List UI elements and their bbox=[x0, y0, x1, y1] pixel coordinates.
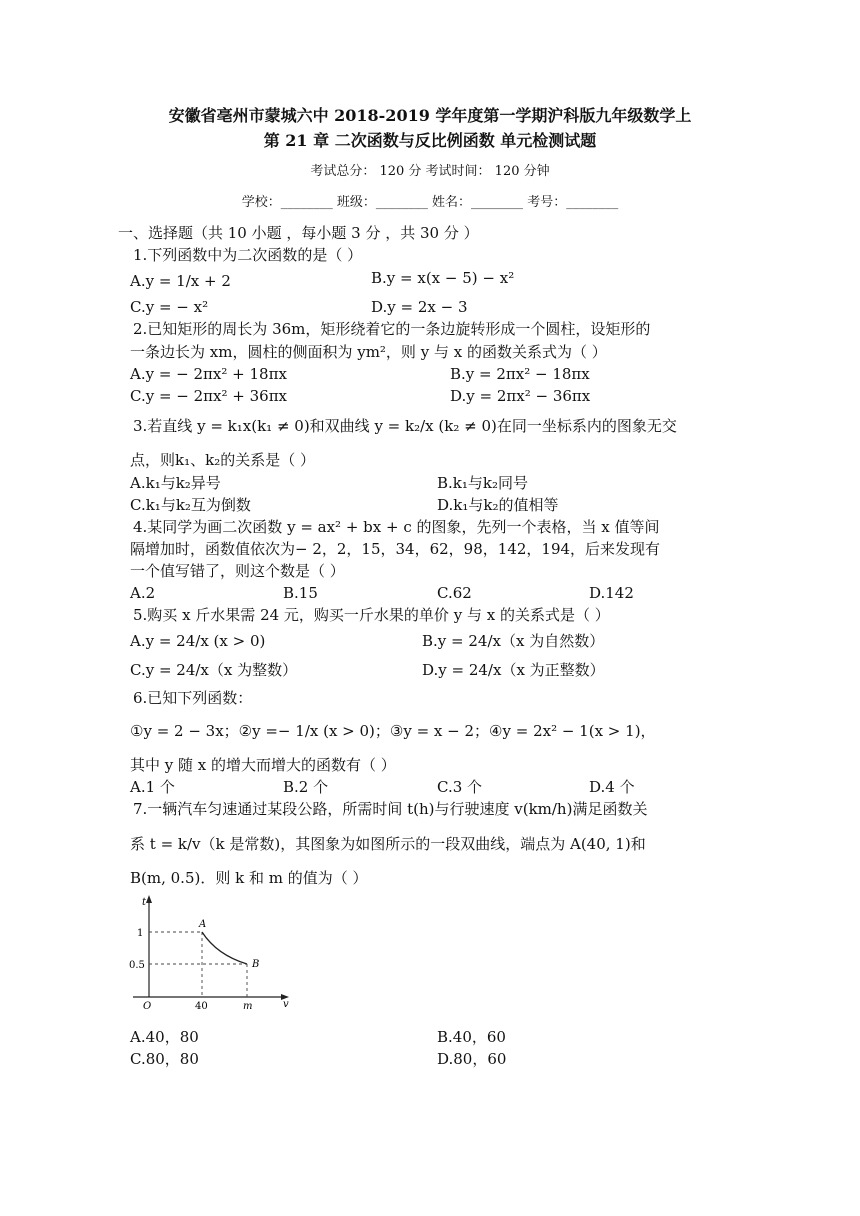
question-4-stem-line2: 隔增加时，函数值依次为− 2，2，15，34，62，98，142，194，后来发现有 bbox=[130, 540, 661, 558]
question-1-option-d: D.y = 2x − 3 bbox=[371, 298, 468, 316]
question-4-option-a: A.2 bbox=[130, 584, 156, 602]
exam-title-line2: 第 21 章 二次函数与反比例函数 单元检测试题 bbox=[263, 131, 597, 150]
question-2-option-b: B.y = 2πx² − 18πx bbox=[450, 365, 590, 383]
point-label-a: A bbox=[199, 919, 207, 930]
question-7-option-d: D.80，60 bbox=[437, 1050, 507, 1068]
question-4-option-b: B.15 bbox=[283, 584, 318, 602]
question-4-stem-line1: 4.某同学为画二次函数 y = ax² + bx + c 的图象，先列一个表格，当 x 值等间 bbox=[133, 518, 660, 536]
question-1-option-a: A.y = 1/x + 2 bbox=[130, 272, 231, 290]
question-7-option-a: A.40，80 bbox=[130, 1028, 199, 1046]
tick-label-m: m bbox=[243, 1001, 253, 1011]
question-1-option-b: B.y = x(x − 5) − x² bbox=[371, 269, 515, 287]
question-5-option-d: D.y = 24/x（x 为正整数） bbox=[422, 661, 605, 679]
axis-label-t: t bbox=[142, 897, 147, 908]
question-6-stem-line2: ①y = 2 − 3x；②y =− 1/x (x > 0)；③y = x − 2；④y = 2x² − 1(x > 1)， bbox=[130, 722, 656, 740]
question-5-option-a: A.y = 24/x (x > 0) bbox=[130, 632, 266, 650]
question-6-option-a: A.1 个 bbox=[130, 778, 175, 796]
question-6-stem-line3: 其中 y 随 x 的增大而增大的函数有（ ） bbox=[130, 756, 396, 774]
question-4-option-c: C.62 bbox=[437, 584, 472, 602]
axis-label-v: v bbox=[283, 999, 289, 1010]
question-5-stem: 5.购买 x 斤水果需 24 元，购买一斤水果的单价 y 与 x 的关系式是（ ） bbox=[133, 606, 610, 624]
hyperbola-curve bbox=[202, 932, 247, 964]
question-4-option-d: D.142 bbox=[589, 584, 634, 602]
question-7-stem-line2: 系 t = k/v（k 是常数)，其图象为如图所示的一段双曲线，端点为 A(40, 1)和 bbox=[130, 835, 646, 853]
student-info: 学校：________ 班级：________ 姓名：________ 考号：________ bbox=[241, 195, 619, 210]
exam-title-line1: 安徽省亳州市蒙城六中 2018-2019 学年度第一学期沪科版九年级数学上 bbox=[168, 106, 692, 125]
question-3-option-b: B.k₁与k₂同号 bbox=[437, 474, 528, 492]
question-1-stem: 1.下列函数中为二次函数的是（ ） bbox=[133, 246, 363, 264]
question-4-stem-line3: 一个值写错了，则这个数是（ ） bbox=[130, 562, 345, 580]
question-6-option-c: C.3 个 bbox=[437, 778, 483, 796]
question-6-option-b: B.2 个 bbox=[283, 778, 329, 796]
tick-label-40: 40 bbox=[195, 1001, 208, 1011]
question-7-option-b: B.40，60 bbox=[437, 1028, 506, 1046]
question-6-stem-line1: 6.已知下列函数： bbox=[133, 689, 253, 707]
tick-label-1: 1 bbox=[137, 928, 144, 939]
question-7-stem-line3: B(m, 0.5)．则 k 和 m 的值为（ ） bbox=[130, 869, 368, 887]
question-7-stem-line1: 7.一辆汽车匀速通过某段公路，所需时间 t(h)与行驶速度 v(km/h)满足函数关 bbox=[133, 800, 648, 818]
question-7-figure bbox=[125, 893, 300, 1011]
question-2-stem-line1: 2.已知矩形的周长为 36m，矩形绕着它的一条边旋转形成一个圆柱，设矩形的 bbox=[133, 320, 651, 338]
point-label-b: B bbox=[252, 959, 260, 970]
question-6-option-d: D.4 个 bbox=[589, 778, 635, 796]
tick-label-05: 0.5 bbox=[129, 960, 145, 971]
question-2-stem-line2: 一条边长为 xm，圆柱的侧面积为 ym²，则 y 与 x 的函数关系式为（ ） bbox=[130, 343, 607, 361]
origin-label: O bbox=[143, 1001, 152, 1011]
t-axis-arrow-icon bbox=[146, 895, 152, 903]
question-2-option-c: C.y = − 2πx² + 36πx bbox=[130, 387, 288, 405]
question-5-option-c: C.y = 24/x（x 为整数） bbox=[130, 661, 298, 679]
question-3-option-c: C.k₁与k₂互为倒数 bbox=[130, 496, 251, 514]
question-3-option-a: A.k₁与k₂异号 bbox=[130, 474, 221, 492]
question-2-option-a: A.y = − 2πx² + 18πx bbox=[130, 365, 287, 383]
question-3-stem-line1: 3.若直线 y = k₁x(k₁ ≠ 0)和双曲线 y = k₂/x (k₂ ≠ 0)在同一坐标系内的图象无交 bbox=[133, 417, 677, 435]
section-heading: 一、选择题（共 10 小题 ，每小题 3 分 ，共 30 分 ） bbox=[118, 224, 479, 242]
question-3-option-d: D.k₁与k₂的值相等 bbox=[437, 496, 559, 514]
question-5-option-b: B.y = 24/x（x 为自然数） bbox=[422, 632, 605, 650]
question-7-option-c: C.80，80 bbox=[130, 1050, 199, 1068]
question-3-stem-line2: 点，则k₁、k₂的关系是（ ） bbox=[130, 451, 315, 469]
question-1-option-c: C.y = − x² bbox=[130, 298, 209, 316]
exam-info: 考试总分： 120 分 考试时间： 120 分钟 bbox=[310, 164, 550, 179]
question-2-option-d: D.y = 2πx² − 36πx bbox=[450, 387, 591, 405]
